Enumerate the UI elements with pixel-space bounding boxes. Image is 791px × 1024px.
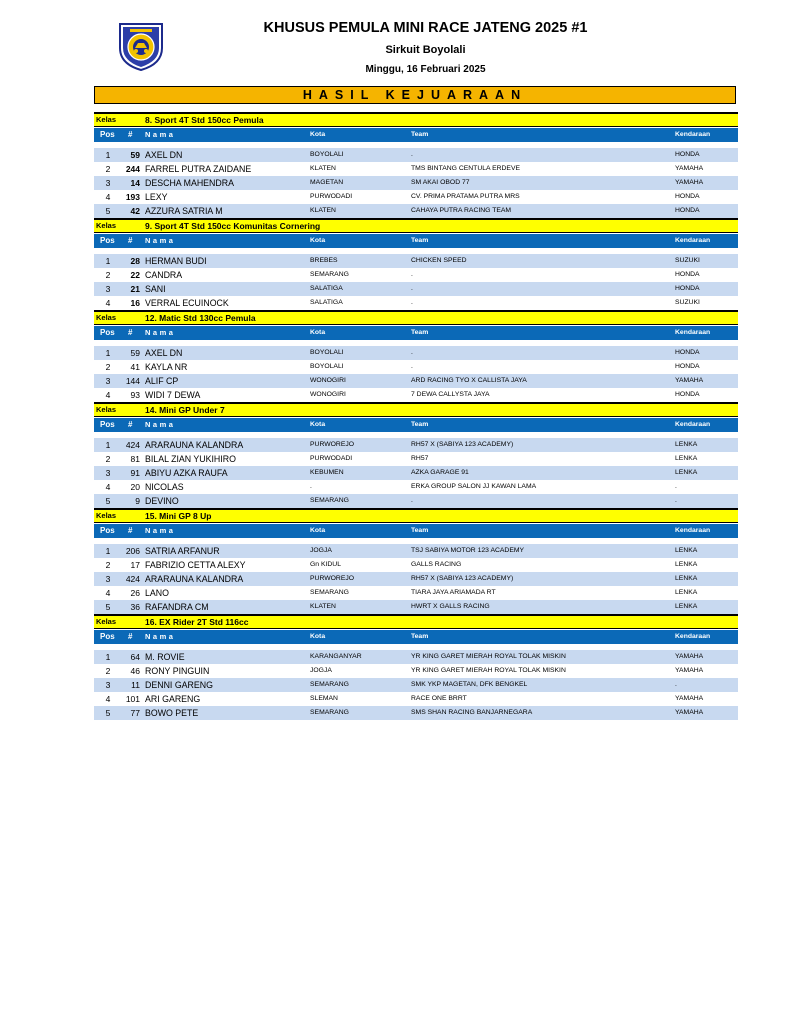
class-name: 14. Mini GP Under 7: [145, 405, 225, 415]
class-section: [94, 218, 738, 310]
class-name: 9. Sport 4T Std 150cc Komunitas Cornering: [145, 221, 321, 231]
col-kota: Kota: [310, 633, 326, 640]
rider-position: 1: [105, 652, 111, 662]
kelas-label: Kelas: [96, 115, 117, 124]
rider-city: SALATIGA: [310, 299, 343, 306]
class-section: [94, 112, 738, 218]
rider-team: TMS BINTANG CENTULA ERDEVE: [411, 165, 521, 172]
rider-number: 193: [125, 192, 140, 202]
rider-position: 5: [105, 602, 111, 612]
rider-name: ARI GARENG: [145, 694, 201, 704]
rider-name: KAYLA NR: [145, 362, 188, 372]
rider-team: YR KING GARET MIERAH ROYAL TOLAK MISKIN: [411, 653, 566, 660]
table-row: [94, 374, 738, 388]
col-kendaraan: Kendaraan: [675, 527, 711, 534]
column-header-row: [94, 630, 738, 644]
table-row: [94, 360, 738, 374]
col-team: Team: [411, 527, 429, 534]
col-nama: Nama: [145, 130, 176, 139]
rider-position: 4: [105, 390, 111, 400]
rider-position: 3: [105, 680, 111, 690]
col-kendaraan: Kendaraan: [675, 131, 711, 138]
col-nama: Nama: [145, 526, 176, 535]
rider-position: 5: [105, 496, 111, 506]
rider-city: WONOGIRI: [310, 377, 346, 384]
rider-number: 424: [125, 440, 140, 450]
col-team: Team: [411, 633, 429, 640]
rider-team: SM AKAI OBOD 77: [411, 179, 470, 186]
rider-city: BREBES: [310, 257, 338, 264]
col-nama: Nama: [145, 632, 176, 641]
rider-vehicle: SUZUKI: [675, 299, 700, 306]
col-number: #: [128, 130, 133, 139]
column-header-row: [94, 326, 738, 340]
rider-position: 4: [105, 482, 111, 492]
rider-number: 91: [130, 468, 140, 478]
rider-vehicle: HONDA: [675, 271, 700, 278]
col-number: #: [128, 632, 133, 641]
rider-name: ARARAUNA KALANDRA: [145, 574, 244, 584]
col-nama: Nama: [145, 420, 176, 429]
rider-name: FARREL PUTRA ZAIDANE: [145, 164, 252, 174]
col-kendaraan: Kendaraan: [675, 329, 711, 336]
rider-position: 3: [105, 574, 111, 584]
rider-vehicle: YAMAHA: [675, 667, 704, 674]
rider-team: TIARA JAYA ARIAMADA RT: [411, 589, 496, 596]
rider-team: .: [411, 299, 413, 306]
rider-vehicle: .: [675, 681, 677, 688]
rider-city: SEMARANG: [310, 589, 349, 596]
rider-vehicle: LENKA: [675, 469, 698, 476]
rider-number: 22: [130, 270, 140, 280]
col-pos: Pos: [100, 130, 115, 139]
rider-name: RAFANDRA CM: [145, 602, 209, 612]
table-row: [94, 388, 738, 402]
rider-city: BOYOLALI: [310, 363, 344, 370]
table-row: [94, 706, 738, 720]
rider-city: PURWODADI: [310, 193, 353, 200]
rider-vehicle: LENKA: [675, 603, 698, 610]
table-row: [94, 438, 738, 452]
rider-name: ALIF CP: [145, 376, 179, 386]
kelas-label: Kelas: [96, 511, 117, 520]
rider-position: 1: [105, 440, 111, 450]
rider-team: RH57: [411, 455, 429, 462]
rider-name: WIDI 7 DEWA: [145, 390, 201, 400]
rider-vehicle: .: [675, 497, 677, 504]
rider-city: PURWOREJO: [310, 441, 355, 448]
rider-number: 36: [130, 602, 140, 612]
class-section: [94, 508, 738, 614]
rider-number: 424: [125, 574, 140, 584]
table-row: [94, 190, 738, 204]
rider-number: 59: [130, 348, 140, 358]
rider-team: RACE ONE BRRT: [411, 695, 467, 702]
rider-team: .: [411, 151, 413, 158]
col-number: #: [128, 526, 133, 535]
rider-city: SEMARANG: [310, 497, 349, 504]
rider-position: 5: [105, 206, 111, 216]
rider-position: 2: [105, 270, 111, 280]
col-team: Team: [411, 237, 429, 244]
table-row: [94, 650, 738, 664]
table-row: [94, 586, 738, 600]
col-pos: Pos: [100, 236, 115, 245]
rider-city: WONOGIRI: [310, 391, 346, 398]
rider-vehicle: LENKA: [675, 561, 698, 568]
table-row: [94, 480, 738, 494]
kelas-label: Kelas: [96, 617, 117, 626]
class-header: [94, 508, 738, 523]
rider-name: SATRIA ARFANUR: [145, 546, 220, 556]
rider-name: DENNI GARENG: [145, 680, 213, 690]
class-header: [94, 402, 738, 417]
rider-team: RH57 X (SABIYA 123 ACADEMY): [411, 441, 514, 448]
rider-vehicle: HONDA: [675, 193, 700, 200]
rider-number: 16: [130, 298, 140, 308]
rider-city: SEMARANG: [310, 271, 349, 278]
table-row: [94, 544, 738, 558]
rider-position: 1: [105, 348, 111, 358]
rider-position: 4: [105, 694, 111, 704]
circuit-name: Sirkuit Boyolali: [385, 44, 466, 56]
col-number: #: [128, 420, 133, 429]
class-name: 8. Sport 4T Std 150cc Pemula: [145, 115, 264, 125]
rider-team: ARD RACING TYO X CALLISTA JAYA: [411, 377, 527, 384]
rider-name: DEVINO: [145, 496, 179, 506]
rider-city: BOYOLALI: [310, 151, 344, 158]
rider-team: .: [411, 349, 413, 356]
rider-team: SMS SHAN RACING BANJARNEGARA: [411, 709, 533, 716]
rider-team: CV. PRIMA PRATAMA PUTRA MRS: [411, 193, 520, 200]
col-kota: Kota: [310, 131, 326, 138]
rider-team: CHICKEN SPEED: [411, 257, 467, 264]
column-header-row: [94, 418, 738, 432]
rider-name: AXEL DN: [145, 150, 183, 160]
rider-number: 14: [130, 178, 140, 188]
rider-team: AZKA GARAGE 91: [411, 469, 469, 476]
rider-number: 41: [130, 362, 140, 372]
col-team: Team: [411, 421, 429, 428]
rider-city: SLEMAN: [310, 695, 338, 702]
rider-number: 46: [130, 666, 140, 676]
table-row: [94, 678, 738, 692]
rider-vehicle: LENKA: [675, 455, 698, 462]
column-header-row: [94, 128, 738, 142]
rider-position: 3: [105, 178, 111, 188]
col-kota: Kota: [310, 421, 326, 428]
rider-name: LEXY: [145, 192, 168, 202]
kelas-label: Kelas: [96, 313, 117, 322]
rider-vehicle: YAMAHA: [675, 165, 704, 172]
event-title: KHUSUS PEMULA MINI RACE JATENG 2025 #1: [263, 20, 588, 36]
col-kota: Kota: [310, 527, 326, 534]
rider-number: 26: [130, 588, 140, 598]
rider-position: 2: [105, 164, 111, 174]
table-row: [94, 282, 738, 296]
rider-position: 3: [105, 468, 111, 478]
column-header-row: [94, 524, 738, 538]
table-row: [94, 176, 738, 190]
rider-name: SANI: [145, 284, 166, 294]
rider-city: SEMARANG: [310, 681, 349, 688]
rider-city: SALATIGA: [310, 285, 343, 292]
rider-number: 64: [130, 652, 140, 662]
rider-position: 4: [105, 588, 111, 598]
class-name: 15. Mini GP 8 Up: [145, 511, 212, 521]
kelas-label: Kelas: [96, 405, 117, 414]
col-number: #: [128, 236, 133, 245]
rider-city: SEMARANG: [310, 709, 349, 716]
rider-city: JOGJA: [310, 667, 332, 674]
rider-name: NICOLAS: [145, 482, 184, 492]
rider-name: CANDRA: [145, 270, 183, 280]
rider-number: 93: [130, 390, 140, 400]
rider-position: 2: [105, 560, 111, 570]
rider-team: SMK YKP MAGETAN, DFK BENGKEL: [411, 681, 528, 688]
rider-number: 59: [130, 150, 140, 160]
class-section: [94, 614, 738, 720]
rider-number: 20: [130, 482, 140, 492]
table-row: [94, 254, 738, 268]
rider-vehicle: HONDA: [675, 391, 700, 398]
table-row: [94, 558, 738, 572]
rider-vehicle: LENKA: [675, 441, 698, 448]
rider-vehicle: .: [675, 483, 677, 490]
rider-city: JOGJA: [310, 547, 332, 554]
col-kota: Kota: [310, 237, 326, 244]
rider-name: ARARAUNA KALANDRA: [145, 440, 244, 450]
rider-team: ERKA GROUP SALON JJ KAWAN LAMA: [411, 483, 537, 490]
rider-vehicle: LENKA: [675, 575, 698, 582]
rider-position: 1: [105, 546, 111, 556]
table-row: [94, 204, 738, 218]
rider-city: MAGETAN: [310, 179, 344, 186]
rider-vehicle: LENKA: [675, 547, 698, 554]
rider-team: CAHAYA PUTRA RACING TEAM: [411, 207, 512, 214]
class-section: [94, 310, 738, 402]
rider-team: GALLS RACING: [411, 561, 462, 568]
table-row: [94, 600, 738, 614]
col-nama: Nama: [145, 236, 176, 245]
table-row: [94, 296, 738, 310]
rider-number: 17: [130, 560, 140, 570]
rider-number: 9: [135, 496, 140, 506]
rider-team: .: [411, 285, 413, 292]
col-pos: Pos: [100, 526, 115, 535]
rider-number: 21: [130, 284, 140, 294]
rider-vehicle: HONDA: [675, 285, 700, 292]
rider-vehicle: SUZUKI: [675, 257, 700, 264]
rider-vehicle: YAMAHA: [675, 709, 704, 716]
rider-city: KLATEN: [310, 603, 336, 610]
rider-position: 1: [105, 256, 111, 266]
rider-city: PURWODADI: [310, 455, 353, 462]
table-row: [94, 664, 738, 678]
rider-position: 3: [105, 284, 111, 294]
class-section: [94, 402, 738, 508]
event-date: Minggu, 16 Februari 2025: [365, 64, 486, 75]
rider-team: .: [411, 363, 413, 370]
rider-vehicle: YAMAHA: [675, 377, 704, 384]
table-row: [94, 346, 738, 360]
rider-number: 28: [130, 256, 140, 266]
col-team: Team: [411, 329, 429, 336]
rider-name: BILAL ZIAN YUKIHIRO: [145, 454, 236, 464]
rider-position: 4: [105, 192, 111, 202]
rider-name: LANO: [145, 588, 169, 598]
class-header: [94, 218, 738, 233]
rider-number: 206: [125, 546, 140, 556]
rider-team: .: [411, 271, 413, 278]
rider-vehicle: HONDA: [675, 151, 700, 158]
rider-position: 4: [105, 298, 111, 308]
col-kendaraan: Kendaraan: [675, 237, 711, 244]
column-header-row: [94, 234, 738, 248]
rider-city: KLATEN: [310, 165, 336, 172]
results-tables: [94, 112, 738, 720]
table-row: [94, 148, 738, 162]
rider-name: AXEL DN: [145, 348, 183, 358]
table-row: [94, 268, 738, 282]
col-nama: Nama: [145, 328, 176, 337]
rider-vehicle: YAMAHA: [675, 653, 704, 660]
kelas-label: Kelas: [96, 221, 117, 230]
rider-name: ABIYU AZKA RAUFA: [145, 468, 228, 478]
rider-team: HWRT X GALLS RACING: [411, 603, 490, 610]
col-pos: Pos: [100, 420, 115, 429]
table-row: [94, 572, 738, 586]
rider-vehicle: YAMAHA: [675, 695, 704, 702]
rider-name: BOWO PETE: [145, 708, 199, 718]
col-number: #: [128, 328, 133, 337]
rider-number: 42: [130, 206, 140, 216]
rider-team: 7 DEWA CALLYSTA JAYA: [411, 391, 490, 398]
table-row: [94, 466, 738, 480]
rider-name: HERMAN BUDI: [145, 256, 207, 266]
class-header: [94, 112, 738, 127]
col-team: Team: [411, 131, 429, 138]
rider-team: .: [411, 497, 413, 504]
table-row: [94, 692, 738, 706]
rider-position: 1: [105, 150, 111, 160]
rider-team: YR KING GARET MIERAH ROYAL TOLAK MISKIN: [411, 667, 566, 674]
col-pos: Pos: [100, 632, 115, 641]
rider-number: 11: [131, 680, 140, 690]
class-header: [94, 614, 738, 629]
rider-number: 101: [125, 694, 140, 704]
col-kota: Kota: [310, 329, 326, 336]
rider-vehicle: HONDA: [675, 207, 700, 214]
rider-number: 144: [125, 376, 140, 386]
col-kendaraan: Kendaraan: [675, 421, 711, 428]
rider-position: 2: [105, 666, 111, 676]
rider-team: RH57 X (SABIYA 123 ACADEMY): [411, 575, 514, 582]
class-header: [94, 310, 738, 325]
rider-number: 81: [130, 454, 140, 464]
rider-position: 2: [105, 454, 111, 464]
rider-number: 77: [130, 708, 140, 718]
rider-city: Gn KIDUL: [310, 561, 341, 568]
rider-city: KEBUMEN: [310, 469, 344, 476]
results-banner: HASIL KEJUARAAN: [94, 86, 736, 104]
col-pos: Pos: [100, 328, 115, 337]
col-kendaraan: Kendaraan: [675, 633, 711, 640]
rider-number: 244: [125, 164, 140, 174]
rider-city: KARANGANYAR: [310, 653, 362, 660]
rider-city: KLATEN: [310, 207, 336, 214]
rider-name: RONY PINGUIN: [145, 666, 210, 676]
rider-name: DESCHA MAHENDRA: [145, 178, 234, 188]
rider-name: AZZURA SATRIA M: [145, 206, 223, 216]
rider-position: 2: [105, 362, 111, 372]
rider-team: TSJ SABIYA MOTOR 123 ACADEMY: [411, 547, 525, 554]
table-row: [94, 162, 738, 176]
rider-position: 3: [105, 376, 111, 386]
rider-city: PURWOREJO: [310, 575, 355, 582]
rider-position: 5: [105, 708, 111, 718]
rider-name: M. ROVIE: [145, 652, 185, 662]
rider-city: .: [310, 483, 312, 490]
rider-vehicle: HONDA: [675, 349, 700, 356]
rider-vehicle: LENKA: [675, 589, 698, 596]
rider-name: FABRIZIO CETTA ALEXY: [145, 560, 246, 570]
class-name: 12. Matic Std 130cc Pemula: [145, 313, 256, 323]
rider-vehicle: YAMAHA: [675, 179, 704, 186]
class-name: 16. EX Rider 2T Std 116cc: [145, 617, 249, 627]
table-row: [94, 494, 738, 508]
rider-city: BOYOLALI: [310, 349, 344, 356]
rider-name: VERRAL ECUINOCK: [145, 298, 229, 308]
table-row: [94, 452, 738, 466]
rider-vehicle: HONDA: [675, 363, 700, 370]
